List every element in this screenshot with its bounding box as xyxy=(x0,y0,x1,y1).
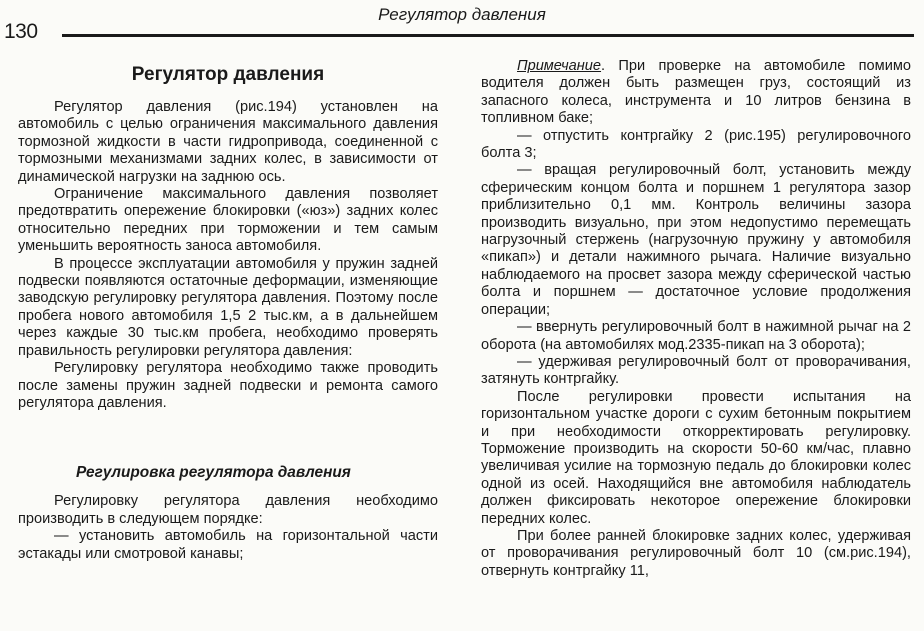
paragraph: Регулировку регулятора необходимо также проводить после замены пружин задней подвески и ремонта самого регулятора давления. xyxy=(18,360,438,411)
note-text: . При проверке на автомобиле помимо водителя должен быть размещен груз, состоящий из запасного колеса, инструмента и 10 литров бензина в топливном баке; xyxy=(481,58,911,127)
right-column xyxy=(481,58,911,580)
paragraph: — отпустить контргайку 2 (рис.195) регулировочного болта 3; xyxy=(481,127,911,162)
note-label: Примечание xyxy=(517,58,602,74)
subsection-heading: Регулировка регулятора давления xyxy=(76,464,351,482)
section-heading: Регулятор давления xyxy=(131,64,325,85)
paragraph: При более ранней блокировке задних колес, удерживая от проворачивания регулировочный болт 10 (см.рис.194), отвернуть контргайку 11, xyxy=(481,527,911,579)
paragraph: — ввернуть регулировочный болт в нажимной рычаг на 2 оборота (на автомобилях мод.2335-пикап на 3 оборота); xyxy=(481,319,911,353)
header-rule xyxy=(62,34,914,37)
paragraph: Регулятор давления (рис.194) установлен на автомобиль с целью ограничения максимального давления тормозной жидкости в части гидропривода, соединенной с тормозными механизмами задних колес, в зависимости от динамической нагрузки на заднюю ось. xyxy=(18,99,438,185)
paragraph: — вращая регулировочный болт, установить между сферическим концом болта и поршнем 1 регулятора зазор приблизительно 0,1 мм. Контроль величины зазора производить визуально, при этом недопустимо перемещать нагрузочный стержень (нагрузочную пружину у автомобиля «пикап») и детали нажимного рычага. Наличие визуально наблюдаемого на просвет зазора между сферической частью болта и поршнем — достаточное условие продолжения операции; xyxy=(481,162,911,318)
paragraph: Регулировку регулятора давления необходимо производить в следующем порядке: xyxy=(18,493,438,527)
running-title: Регулятор давления xyxy=(378,5,546,24)
paragraph: — установить автомобиль на горизонтальной части эстакады или смотровой канавы; xyxy=(18,528,438,562)
paragraph: — удерживая регулировочный болт от проворачивания, затянуть контргайку. xyxy=(481,353,911,388)
paragraph: Ограничение максимального давления позволяет предотвратить опережение блокировки («юз») задних колес относительно передних при торможении и тем самым уменьшить вероятность заноса автомобиля. xyxy=(18,186,438,255)
paragraph: После регулировки провести испытания на горизонтальном участке дороги с сухим бетонным покрытием и при необходимости откорректировать регулировку. Торможение производить на скорости 50-60 км/час, плавно увеличивая усилие на тормозную педаль до блокировки колес одной из осей. Находящийся вне автомобиля наблюдатель должен фиксировать некоторое опережение блокировки передних колес. xyxy=(481,388,911,527)
left-column xyxy=(18,58,438,563)
paragraph: В процессе эксплуатации автомобиля у пружин задней подвески появляются остаточные деформации, изменяющие заводскую регулировку регулятора давления. Поэтому после пробега нового автомобиля 1,5 2 тыс.км, а в дальнейшем через каждые 30 тыс.км пробега, необходимо проверять правильность регулировки регулятора давления: xyxy=(18,255,438,359)
page-number: 130 xyxy=(4,20,38,43)
note-paragraph xyxy=(481,58,911,128)
